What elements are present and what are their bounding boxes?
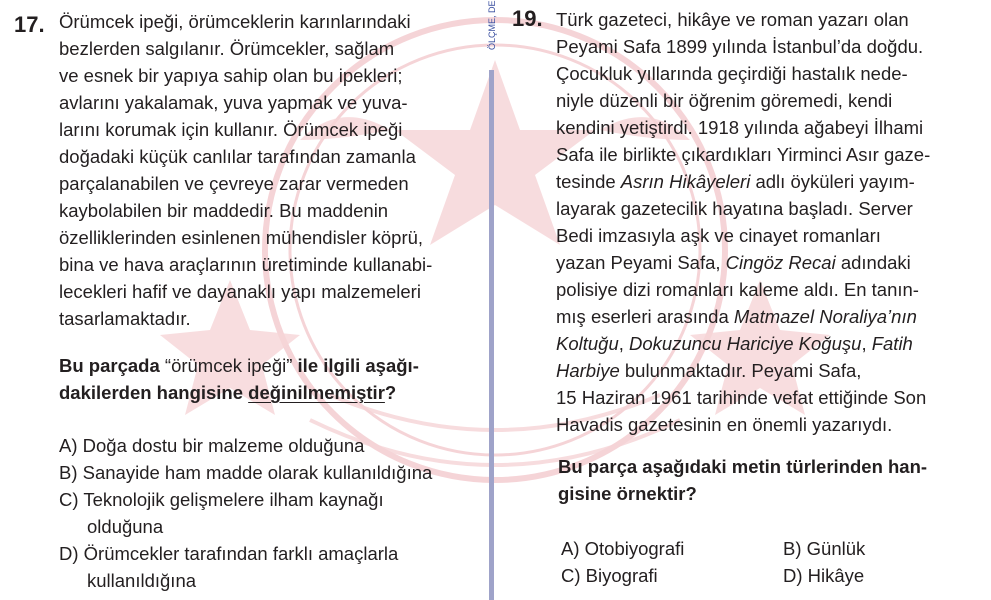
passage-line: tesinde Asrın Hikâyeleri adlı öyküleri yayım- — [556, 171, 915, 192]
question-19-stem — [558, 453, 988, 507]
option-a[interactable] — [59, 432, 489, 459]
stem-text: dakilerden hangisine — [59, 382, 244, 403]
question-17-number: 17. — [14, 12, 45, 37]
option-text: Otobiyografi — [584, 538, 685, 559]
option-text: Biyografi — [585, 565, 658, 586]
book-title: Fatih — [871, 333, 913, 354]
question-17-passage — [59, 8, 484, 332]
book-title: Dokuzuncu Hariciye Koğuşu — [629, 333, 862, 354]
option-text-cont: olduğuna — [87, 516, 164, 537]
stem-text: gisine örnektir? — [558, 483, 697, 504]
option-letter: D) — [59, 543, 79, 564]
option-d[interactable]: D) Hikâye — [783, 565, 865, 586]
option-letter: C) — [59, 489, 79, 510]
option-a[interactable]: A) Otobiyografi — [561, 538, 685, 559]
passage-line: bezlerden salgılanır. Örümcekler, sağlam — [59, 38, 395, 59]
book-title: Koltuğu — [556, 333, 619, 354]
passage-line: Peyami Safa 1899 yılında İstanbul’da doğdu. — [556, 36, 924, 57]
option-text-cont: kullanıldığına — [87, 570, 197, 591]
passage-line: larını korumak için kullanır. Örümcek ipeği — [59, 119, 403, 140]
passage-line: Havadis gazetesinin en önemli yazarıydı. — [556, 414, 893, 435]
passage-line: avlarını yakalamak, yuva yapmak ve yuva- — [59, 92, 408, 113]
option-letter: B) — [59, 462, 78, 483]
option-c[interactable] — [59, 486, 489, 540]
stem-text: Bu parçada — [59, 355, 160, 376]
passage-line: Bedi imzasıyla aşk ve cinayet romanları — [556, 225, 881, 246]
side-label: ÖLÇME, DE — [487, 0, 497, 50]
option-c[interactable]: C) Biyografi — [561, 565, 658, 586]
passage-line: Koltuğu, Dokuzuncu Hariciye Koğuşu, Fatih — [556, 333, 913, 354]
column-divider — [489, 70, 494, 600]
option-b[interactable] — [59, 459, 489, 486]
book-title: Asrın Hikâyeleri — [620, 171, 751, 192]
passage-line: parçalanabilen ve çevreye zarar vermeden — [59, 173, 409, 194]
option-letter: A) — [59, 435, 78, 456]
question-17-options — [59, 432, 489, 594]
option-text: Örümcekler tarafından farklı amaçlarla — [83, 543, 399, 564]
passage-line: layarak gazetecilik hayatına başladı. Server — [556, 198, 913, 219]
question-17-stem — [59, 352, 484, 406]
question-19-passage — [556, 6, 986, 438]
option-text: Teknolojik gelişmelere ilham kaynağı — [83, 489, 384, 510]
passage-line: Türk gazeteci, hikâye ve roman yazarı olan — [556, 9, 909, 30]
stem-underlined: değinilmemiştir — [248, 382, 385, 403]
passage-line: tasarlamaktadır. — [59, 308, 191, 329]
passage-line: yazan Peyami Safa, Cingöz Recai adındaki — [556, 252, 911, 273]
option-b[interactable]: B) Günlük — [783, 538, 866, 559]
passage-line: mış eserleri arasında Matmazel Noraliya’nın — [556, 306, 917, 327]
passage-line: lecekleri hafif ve dayanaklı yapı malzemeleri — [59, 281, 421, 302]
option-text: Doğa dostu bir malzeme olduğuna — [82, 435, 365, 456]
passage-line: niyle düzenli bir öğrenim göremedi, kendi — [556, 90, 893, 111]
passage-line: kendini yetiştirdi. 1918 yılında ağabeyi İlhami — [556, 117, 924, 138]
option-d[interactable] — [59, 540, 489, 594]
passage-line: Safa ile birlikte çıkardıkları Yirminci Asır gaze- — [556, 144, 931, 165]
passage-line: doğadaki küçük canlılar tarafından zamanla — [59, 146, 416, 167]
book-title: Cingöz Recai — [725, 252, 836, 273]
book-title: Matmazel Noraliya’nın — [733, 306, 917, 327]
passage-line: 15 Haziran 1961 tarihinde vefat ettiğinde Son — [556, 387, 927, 408]
question-19-number: 19. — [512, 6, 543, 31]
option-text: Günlük — [806, 538, 866, 559]
passage-line: Çocukluk yıllarında geçirdiği hastalık nede- — [556, 63, 908, 84]
stem-text: Bu parça aşağıdaki metin türlerinden han- — [558, 456, 928, 477]
passage-line: Harbiye bulunmaktadır. Peyami Safa, — [556, 360, 862, 381]
passage-line: ve esnek bir yapıya sahip olan bu ipekleri; — [59, 65, 403, 86]
stem-quote: “örümcek ipeği” — [164, 355, 293, 376]
passage-line: özelliklerinden esinlenen mühendisler köprü, — [59, 227, 424, 248]
stem-question-mark: ? — [384, 382, 397, 403]
option-text: Hikâye — [807, 565, 865, 586]
passage-line: kaybolabilen bir maddedir. Bu maddenin — [59, 200, 389, 221]
passage-line: Örümcek ipeği, örümceklerin karınlarındaki — [59, 11, 411, 32]
passage-line: polisiye dizi romanları kaleme aldı. En tanın- — [556, 279, 919, 300]
stem-text: ile ilgili aşağı- — [297, 355, 419, 376]
option-text: Sanayide ham madde olarak kullanıldığına — [82, 462, 433, 483]
passage-line: bina ve hava araçlarının üretiminde kullanabi- — [59, 254, 433, 275]
book-title: Harbiye — [556, 360, 620, 381]
